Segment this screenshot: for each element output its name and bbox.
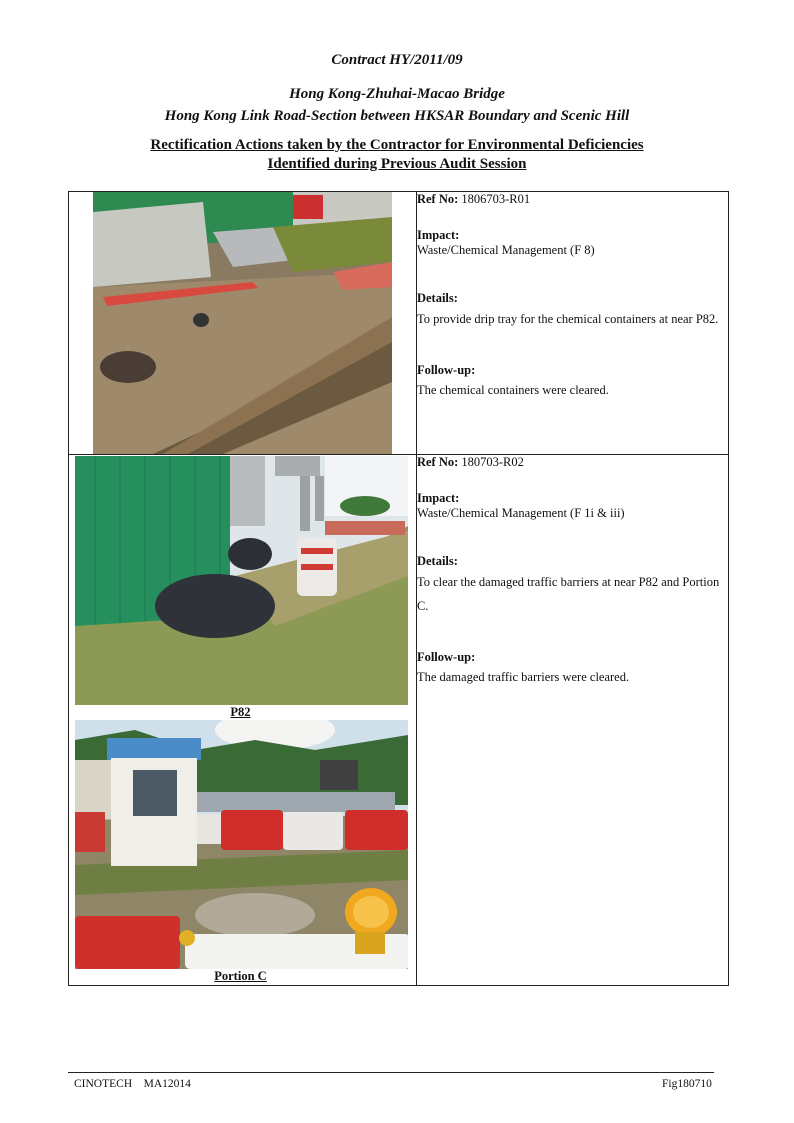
photo-caption-p82: P82 bbox=[230, 705, 251, 719]
rectification-table bbox=[68, 191, 729, 986]
ref-label: Ref No: bbox=[416, 192, 459, 206]
details-label: Details: bbox=[416, 553, 458, 568]
photo-cell-r01 bbox=[69, 192, 417, 455]
details-value: To provide drip tray for the chemical containers at near P82. bbox=[416, 311, 719, 326]
followup-label: Follow-up: bbox=[416, 362, 476, 377]
photo-p82-image bbox=[75, 456, 408, 705]
ref-value: 180703-R02 bbox=[461, 455, 524, 469]
followup-value: The damaged traffic barriers were cleared. bbox=[416, 670, 630, 685]
site-photo-portion-c bbox=[75, 720, 408, 969]
ref-label: Ref No: bbox=[416, 455, 459, 469]
followup-value: The chemical containers were cleared. bbox=[416, 383, 609, 398]
impact-label: Impact: bbox=[416, 227, 460, 242]
footer-company-ref: CINOTECH MA12014 bbox=[74, 1078, 191, 1090]
info-cell-r01 bbox=[416, 192, 728, 455]
photo-chemical-containers-image bbox=[93, 192, 392, 454]
followup-label: Follow-up: bbox=[416, 649, 476, 664]
document-title-line1: Rectification Actions taken by the Contractor for Environmental Deficiencies bbox=[150, 137, 644, 153]
table-row bbox=[69, 455, 729, 986]
details-label: Details: bbox=[416, 290, 458, 305]
table-row bbox=[69, 192, 729, 455]
impact-label: Impact: bbox=[416, 490, 460, 505]
ref-value: 1806703-R01 bbox=[461, 192, 531, 206]
details-value: To clear the damaged traffic barriers at near P82 and Portion C. bbox=[416, 574, 720, 613]
contract-number: Contract HY/2011/09 bbox=[331, 52, 463, 68]
photo-caption-portion-c: Portion C bbox=[214, 969, 267, 983]
photo-cell-r02 bbox=[69, 455, 417, 986]
footer-divider bbox=[68, 1072, 714, 1073]
document-title-line2: Identified during Previous Audit Session bbox=[267, 156, 527, 172]
footer-figure-number: Fig180710 bbox=[662, 1078, 712, 1090]
project-section: Hong Kong Link Road-Section between HKSAR Boundary and Scenic Hill bbox=[164, 108, 630, 124]
project-name: Hong Kong-Zhuhai-Macao Bridge bbox=[289, 86, 505, 102]
impact-value: Waste/Chemical Management (F 1i & iii) bbox=[416, 506, 625, 521]
impact-value: Waste/Chemical Management (F 8) bbox=[416, 243, 595, 258]
site-photo-p82 bbox=[75, 456, 408, 705]
site-photo-chemical-containers bbox=[93, 192, 392, 454]
photo-portion-c-image bbox=[75, 720, 408, 969]
info-cell-r02 bbox=[416, 455, 728, 986]
